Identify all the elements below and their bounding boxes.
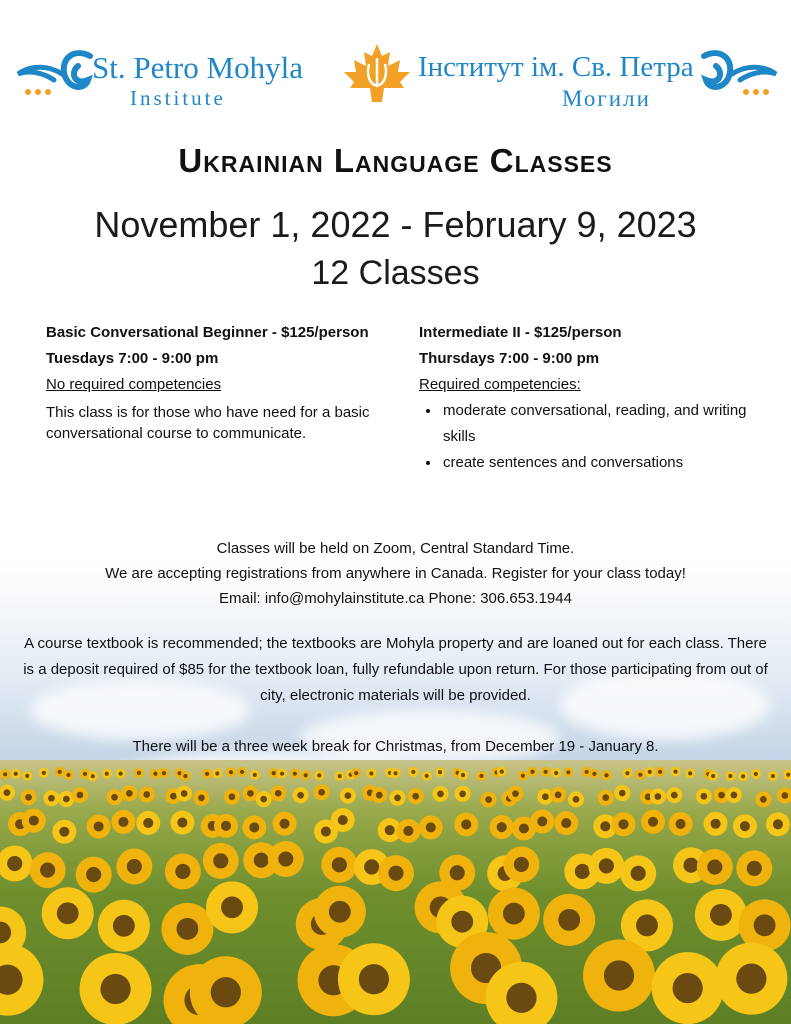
course-name: Basic Conversational Beginner - $125/person <box>46 324 369 341</box>
sunflower-icon <box>121 785 137 801</box>
page-title: Ukrainian Language Classes <box>178 142 613 179</box>
sunflower-icon <box>11 769 21 779</box>
sunflower-icon <box>98 900 150 952</box>
sunflower-icon <box>378 855 414 891</box>
sunflower-icon <box>477 771 487 781</box>
sunflower-icon <box>43 790 59 806</box>
competency-list <box>419 398 764 476</box>
textbook-note: A course textbook is recommended; the textbooks are Mohyla property and are loaned out for each class. There is a deposit required of $85 for the textbook loan, fully refundable upon return. For those participating from out of city, electronic materials will be provided. <box>23 635 768 704</box>
sunflower-icon <box>22 809 46 833</box>
sunflower-icon <box>652 952 724 1024</box>
sunflower-icon <box>622 768 632 778</box>
sunflower-icon <box>72 787 88 803</box>
sunflower-icon <box>351 768 361 778</box>
sunflower-icon <box>568 791 584 807</box>
sunflower-icon <box>635 770 645 780</box>
sunflower-icon <box>338 943 410 1015</box>
sunflower-icon <box>588 848 624 884</box>
sunflower-icon <box>697 849 733 885</box>
sunflower-icon <box>435 767 445 777</box>
sunflower-icon <box>751 769 761 779</box>
logo-english-name: St. Petro Mohyla <box>92 50 303 85</box>
sunflower-icon <box>433 786 449 802</box>
sunflower-icon <box>150 769 160 779</box>
sunflower-icon <box>159 768 169 778</box>
sunflower-icon <box>650 788 666 804</box>
sunflower-icon <box>733 814 757 838</box>
sunflower-icon <box>116 769 126 779</box>
sunflower-icon <box>212 769 222 779</box>
sunflower-icon <box>645 767 655 777</box>
sunflower-icon <box>551 768 561 778</box>
sunflower-icon <box>685 768 695 778</box>
sunflower-icon <box>508 786 524 802</box>
sunflower-icon <box>458 770 468 780</box>
sunflower-icon <box>270 785 286 801</box>
sunflower-icon <box>170 811 194 835</box>
sunflower-icon <box>250 770 260 780</box>
sunflower-icon <box>422 771 432 781</box>
christmas-break-note: There will be a three week break for Christmas, from December 19 - January 8. <box>132 738 659 755</box>
sunflower-icon <box>161 903 213 955</box>
sunflower-icon <box>704 812 728 836</box>
sunflower-icon <box>55 767 65 777</box>
sunflower-icon <box>301 770 311 780</box>
course-schedule: Tuesdays 7:00 - 9:00 pm <box>46 350 219 367</box>
sunflower-icon <box>180 771 190 781</box>
sunflower-icon <box>371 787 387 803</box>
sunflower-icon <box>237 767 247 777</box>
sunflower-icon <box>528 767 538 777</box>
sunflower-icon <box>755 791 771 807</box>
sunflower-icon <box>518 771 528 781</box>
sunflower-icon <box>454 812 478 836</box>
sunflower-icon <box>314 886 366 938</box>
sunflower-icon <box>783 770 791 780</box>
sunflower-icon <box>224 789 240 805</box>
sunflower-icon <box>314 770 324 780</box>
institute-logo <box>0 38 791 114</box>
registration-note: We are accepting registrations from anywhere in Canada. Register for your class today! <box>105 565 686 582</box>
list-item: • create sentences and conversations <box>441 450 764 476</box>
competency-heading: Required competencies: <box>419 376 581 393</box>
sunflower-icon <box>490 815 514 839</box>
sunflower-icon <box>396 819 420 843</box>
sunflower-icon <box>550 787 566 803</box>
sunflower-icon <box>340 788 356 804</box>
sunflower-icon <box>290 769 300 779</box>
sunflower-icon <box>530 809 554 833</box>
sunflower-icon <box>52 820 76 844</box>
sunflower-icon <box>277 769 287 779</box>
sunflower-icon <box>391 768 401 778</box>
sunflower-icon <box>695 889 747 941</box>
course-intermediate <box>419 320 764 476</box>
sunflower-icon <box>541 767 551 777</box>
sunflower-icon <box>563 767 573 777</box>
course-schedule: Thursdays 7:00 - 9:00 pm <box>419 350 600 367</box>
sunflower-icon <box>777 788 791 804</box>
sunflower-icon <box>76 857 112 893</box>
sunflower-icon <box>0 785 15 801</box>
sunflower-icon <box>136 811 160 835</box>
class-count: 12 Classes <box>311 254 480 292</box>
sunflower-icon <box>321 847 357 883</box>
sunflower-icon <box>335 771 345 781</box>
sunflower-icon <box>408 788 424 804</box>
course-description: This class is for those who have need for a basic conversational course to communicate. <box>46 404 370 442</box>
sunflower-icon <box>736 850 772 886</box>
sunflower-icon <box>768 771 778 781</box>
sunflower-icon <box>666 787 682 803</box>
contact-line: Email: info@mohylainstitute.ca Phone: 306.653.1944 <box>219 590 572 607</box>
sunflower-icon <box>583 940 655 1012</box>
sunflower-icon <box>80 953 152 1024</box>
sunflower-icon <box>116 849 152 885</box>
logo-ukrainian-subtitle: Могили <box>562 86 651 111</box>
sunflower-icon <box>589 769 599 779</box>
course-dates: November 1, 2022 - February 9, 2023 <box>94 204 697 245</box>
sunflower-icon <box>614 785 630 801</box>
sunflower-icon <box>165 853 201 889</box>
sunflower-icon <box>0 769 10 779</box>
sunflower-icon <box>214 814 238 838</box>
sunflower-icon <box>0 944 43 1016</box>
sunflower-icon <box>455 786 471 802</box>
sunflower-icon <box>331 808 355 832</box>
sunflower-icon <box>390 790 406 806</box>
course-name: Intermediate II - $125/person <box>419 324 622 341</box>
sunflower-icon <box>612 812 636 836</box>
sunflower-icon <box>39 768 49 778</box>
sunflower-icon <box>314 784 330 800</box>
sunflower-icon <box>708 771 718 781</box>
sunflower-icon <box>293 787 309 803</box>
sunflower-icon <box>256 791 272 807</box>
sunflower-icon <box>696 788 712 804</box>
sunflower-icon <box>88 771 98 781</box>
course-beginner <box>46 320 391 444</box>
competency-heading: No required competencies <box>46 376 222 393</box>
sunflower-icon <box>408 767 418 777</box>
sunflower-icon <box>726 787 742 803</box>
logo-ukrainian-name: Інститут ім. Св. Петра <box>418 51 694 83</box>
sunflower-icon <box>30 852 66 888</box>
sunflower-icon <box>488 888 540 940</box>
sunflower-icon <box>481 792 497 808</box>
sunflower-icon <box>134 768 144 778</box>
list-item: • moderate conversational, reading, and writing skills <box>441 398 764 450</box>
sunflower-icon <box>598 790 614 806</box>
sunflower-icon <box>554 811 578 835</box>
left-swirl-ornament-icon <box>14 48 94 104</box>
sunflower-icon <box>268 841 304 877</box>
sunflower-icon <box>22 771 32 781</box>
sunflower-icon <box>543 894 595 946</box>
sunflower-icon <box>655 767 665 777</box>
sunflower-icon <box>176 785 192 801</box>
sunflower-icon <box>497 767 507 777</box>
sunflower-icon <box>58 791 74 807</box>
sunflower-icon <box>206 881 258 933</box>
sunflower-icon <box>503 846 539 882</box>
sunflower-icon <box>602 770 612 780</box>
sunflower-icon <box>725 771 735 781</box>
sunflower-icon <box>766 812 790 836</box>
sunflower-icon <box>87 814 111 838</box>
sunflower-icon <box>738 771 748 781</box>
sunflower-icon <box>63 770 73 780</box>
sunflower-icon <box>202 769 212 779</box>
sunflower-icon <box>193 790 209 806</box>
sunflower-icon <box>111 810 135 834</box>
sunflower-icon <box>419 815 443 839</box>
sunflower-icon <box>242 815 266 839</box>
sunflower-icon <box>102 769 112 779</box>
sunflower-icon <box>42 887 94 939</box>
sunflower-icon <box>669 812 693 836</box>
sunflower-icon <box>272 812 296 836</box>
maple-leaf-trident-icon <box>342 42 412 108</box>
sunflower-field-image <box>0 760 791 1024</box>
right-swirl-ornament-icon <box>700 48 780 104</box>
sunflower-icon <box>671 767 681 777</box>
sunflower-icon <box>715 943 787 1015</box>
zoom-note: Classes will be held on Zoom, Central Standard Time. <box>216 540 575 557</box>
sunflower-icon <box>226 767 236 777</box>
sunflower-icon <box>21 789 37 805</box>
registration-info <box>20 536 771 611</box>
logo-english-subtitle: Institute <box>130 86 226 110</box>
sunflower-icon <box>139 787 155 803</box>
sunflower-icon <box>641 810 665 834</box>
sunflower-icon <box>366 768 376 778</box>
sunflower-icon <box>203 843 239 879</box>
sunflower-icon <box>0 846 33 882</box>
sunflower-icon <box>107 789 123 805</box>
sunflower-icon <box>620 855 656 891</box>
